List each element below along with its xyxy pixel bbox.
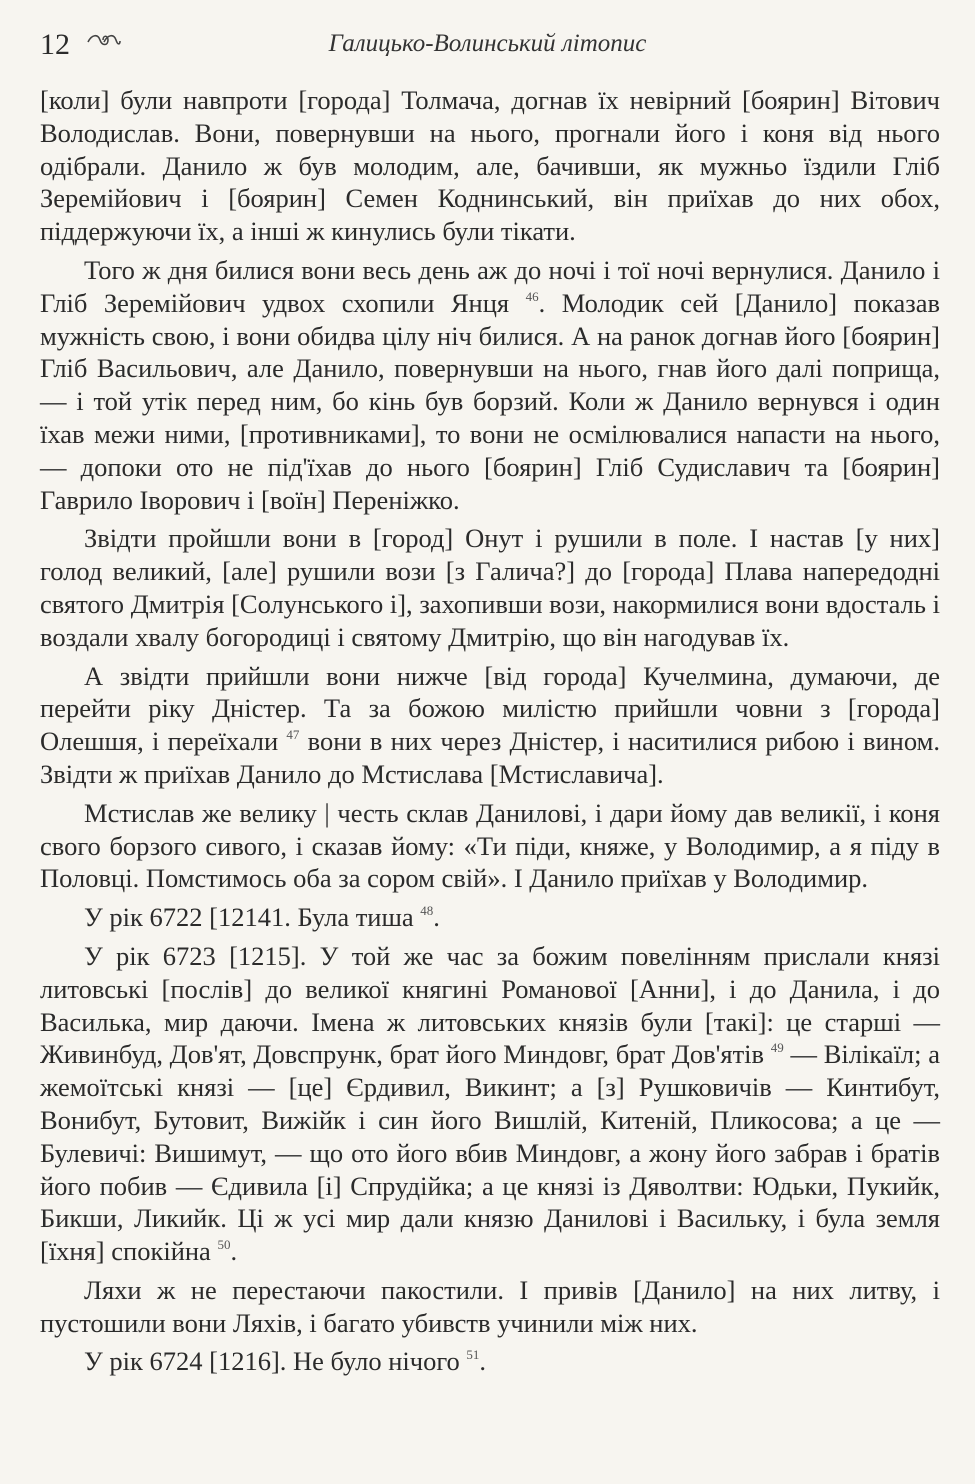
page-number: 12	[40, 28, 70, 61]
paragraph: Звідти пройшли вони в [город] Онут і рушили в поле. І настав [у них] голод великий, [але] рушили вози [з Галича?] до [города] Плава напередодні святого Дмитрія [Солунського і], захопивши вози, накормилися вони вдосталь і воздали хвалу богородиці і святому Дмитрію, що він нагодував їх.	[40, 523, 940, 652]
footnote-ref: 46	[525, 288, 539, 304]
footnote-ref: 49	[770, 1040, 784, 1056]
paragraph: У рік 6723 [1215]. У той же час за божим повелінням прислали князі литовські [послів] до великої княгині Романової [Анни], і до Данила, і до Василька, мир даючи. Імена ж литовських князів були [такі]: це старші — Живинбуд, Дов'ят, Довспрунк, брат його Миндовг, брат Дов'ятів $^{49}$ — Вілікаїл; а жемоїтські князі — [це] Єрдивил, Викинт; а [з] Рушковичів — Кинтибут, Вонибут, Бутовит, Вижійк і син його Вишлій, Китеній, Пликосова; а це — Булевичі: Вишимут, — що ото його вбив Миндовг, а жону його забрав і братів його побив — Єдивила [і] Спрудійка; а це князі із Дяволтви: Юдьки, Пукийк, Бикши, Ликийк. Ці ж усі мир дали князю Данилові і Васильку, і була земля [їхня] спокійна $^{50}$.	[40, 940, 941, 1267]
footnote-ref: 51	[466, 1347, 480, 1363]
running-title: Галицько-Волинський літопис	[328, 30, 647, 57]
paragraph: У рік 6724 [1216]. Не було нічого $^{51}$.	[84, 1346, 487, 1377]
paragraph: Того ж дня билися вони весь день аж до ночі і тої ночі вернулися. Данило і Гліб Зеремійович удвох схопили Янця $^{46}$. Молодик сей [Данило] показав мужність свою, і вони обидва цілу ніч билися. А на ранок догнав його [боярин] Гліб Васильович, але Данило, повернувши на нього, гнав його далі поприща, — і той утік перед ним, бо кінь був борзий. Коли ж Данило вернувся і один їхав межи ними, [противниками], то вони не осмілювалися напасти на нього, — допоки ото не під'їхав до нього [боярин] Гліб Судиславич та [боярин] Гаврило Іворович і [воїн] Переніжко.	[40, 254, 940, 515]
footnote-ref: 47	[286, 727, 300, 743]
paragraph: У рік 6722 [12141. Була тиша $^{48}$.	[84, 902, 440, 933]
paragraph: А звідти прийшли вони нижче [від города] Кучелмина, думаючи, де перейти ріку Дністер. Та за божою милістю прийшли човни з [города] Олешшя, і переїхали $^{47}$ вони в них через Дністер, і наситилися рибою і вином. Звідти ж приїхав Данило до Мстислава [Мстиславича].	[40, 660, 940, 789]
body-text	[40, 84, 940, 1384]
footnote-ref: 50	[217, 1237, 231, 1253]
paragraph: Мстислав же велику | честь склав Данилові, і дари йому дав великії, і коня свого борзого сивого, і сказав йому: «Ти піди, княже, у Володимир, а я піду в Половці. Помстимось оба за сором свій». І Данило приїхав у Володимир.	[40, 797, 940, 894]
paragraph: Ляхи ж не перестаючи пакостили. І привів [Данило] на них литву, і пустошили вони Ляхів, і багато убивств учинили між них.	[40, 1274, 940, 1338]
paragraph: [коли] були навпроти [города] Толмача, догнав їх невірний [боярин] Вітович Володислав. Вони, повернувши на нього, прогнали його і коня від нього одібрали. Данило ж був молодим, але, бачивши, як мужньо їздили Гліб Зеремійович і [боярин] Семен Коднинський, він приїхав до них обох, піддержуючи їх, а інші ж кинулись були тікати.	[40, 85, 940, 247]
footnote-ref: 48	[420, 903, 434, 919]
page-header	[40, 24, 935, 64]
